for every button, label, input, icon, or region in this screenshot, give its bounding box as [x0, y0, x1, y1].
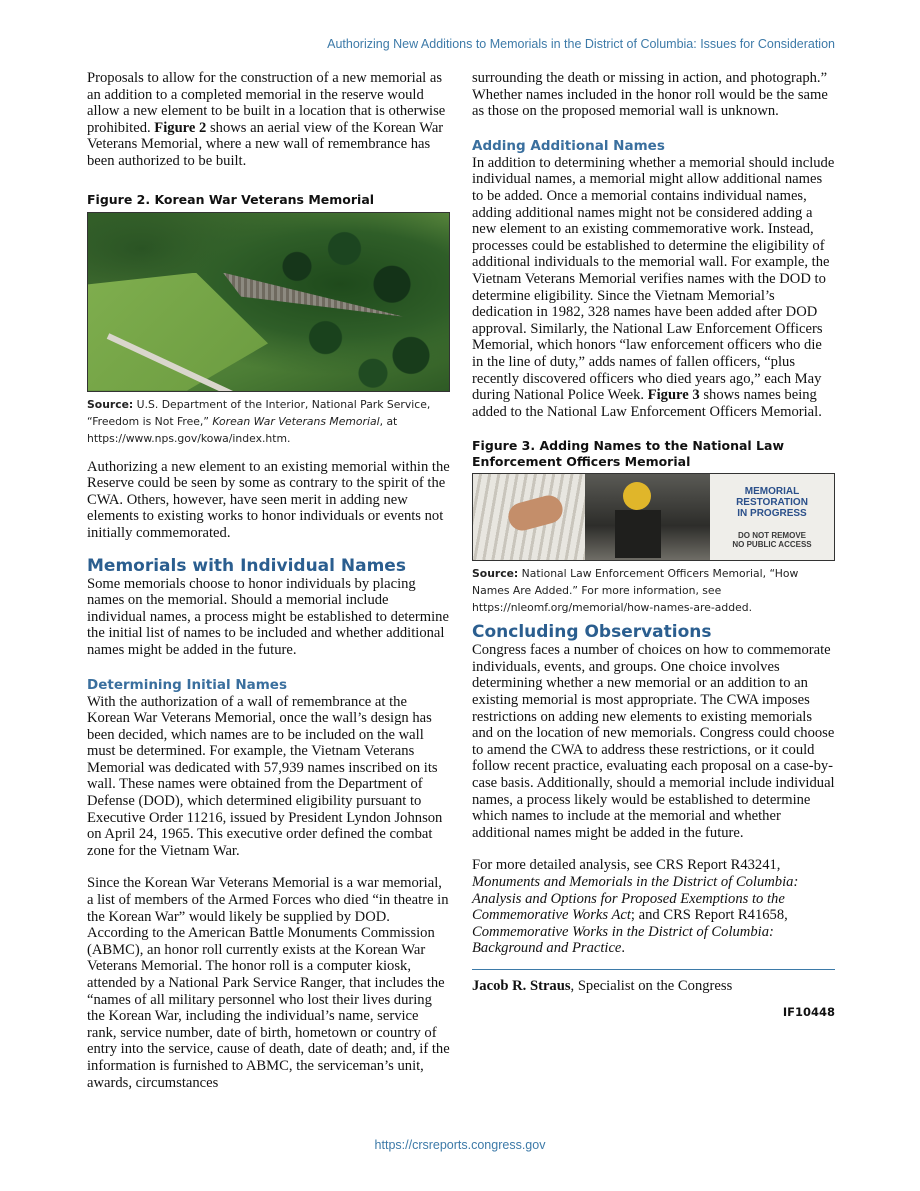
sign-main-text: MEMORIAL RESTORATION IN PROGRESS — [736, 485, 808, 519]
author-line — [472, 978, 835, 995]
heading-concluding: Concluding Observations — [472, 622, 712, 643]
figure3-source — [472, 565, 835, 616]
concluding-paragraph: Congress faces a number of choices on how to commemorate individuals, events, and groups. One choice involves determining whether a new memorial or an addition to an existing memorial is most appropriate. The CWA imposes restrictions on adding new elements to existing memorials and on the location of new memorials. Congress could choose to amend the CWA to address these restrictions, or it could follow recent practice, evaluating each proposal on a case-by-case basis. Additionally, should a memorial include individual names, a process likely would be established to determine which names to include at the memorial and whether additional names might be added in the future. — [472, 642, 835, 841]
source-label: Source: — [87, 397, 134, 411]
report-title-1: Monuments and Memorials in the District of Columbia: Analysis and Options for Proposed Exemptions to the Commemorative Works Act — [472, 874, 799, 924]
photo-trees — [259, 213, 449, 391]
further-reading-paragraph — [472, 857, 835, 957]
initial-names-paragraph-1: With the authorization of a wall of remembrance at the Korean War Veterans Memorial, once the wall’s design has been decided, which names are to be included on the wall must be determined. For example, the Vietnam Veterans Memorial was dedicated with 57,939 names inscribed on its wall. These names were obtained from the Department of Defense (DOD), which determined eligibility pursuant to Executive Order 11216, issued by President Lyndon Johnson on April 24, 1965. This executive order defined the combat zone for the Vietnam War. — [87, 693, 443, 859]
heading-initial-names: Determining Initial Names — [87, 676, 287, 693]
further-reading-end: . — [621, 940, 626, 957]
photo-hand-on-wall — [473, 474, 585, 560]
intro-text-tail: shows an aerial view of the Korean War Veterans Memorial, where a new wall of remembrance has been authorized to be built. — [87, 119, 444, 169]
korean-war-memorial-aerial-photo — [87, 212, 450, 392]
heading-additional-names: Adding Additional Names — [472, 137, 665, 154]
adding-names-photo-strip — [472, 473, 835, 561]
heading-individual-names: Memorials with Individual Names — [87, 555, 406, 576]
left-column — [87, 70, 450, 1091]
source-title: Korean War Veterans Memorial — [212, 414, 380, 428]
photo-restoration-sign — [710, 474, 834, 560]
author-name: Jacob R. Straus — [472, 977, 571, 994]
continuation-paragraph: surrounding the death or missing in action, and photograph.” Whether names included in the honor roll would be the same as those on the proposed memorial wall is unknown. — [472, 70, 828, 120]
footer-url[interactable]: https://crsreports.congress.gov — [374, 1138, 546, 1152]
intro-paragraph — [87, 70, 450, 170]
initial-names-paragraph-2: Since the Korean War Veterans Memorial is a war memorial, a list of members of the Armed Forces who died “in theatre in the Korean War” would likely be supplied by DOD. According to the American Battle Monuments Commission (ABMC), an honor roll currently exists at the Korean War Veterans Memorial. The honor roll is a computer kiosk, attended by a National Park Service Ranger, that includes the “names of all military personnel who lost their lives during the Korean War, including the individual’s name, service rank, service number, date of birth, hometown or country of entry into the service, cause of death, date of death; and, if the information is furnished to ABMC, the serviceman’s unit, awards, circumstances — [87, 875, 450, 1091]
sign-sub-text: DO NOT REMOVE NO PUBLIC ACCESS — [732, 530, 812, 549]
additional-names-text: In addition to determining whether a memorial should include individual names, a memorial might allow additional names to be added. Once a memorial contains individual names, adding additional names might not be considered adding a new element to an existing commemorative work. Instead, processes could be established to determine the eligibility of additional individuals to the memorial wall. For example, the Vietnam Veterans Memorial verifies names with the DOD to determine eligibility. Since the Vietnam Memorial’s dedication in 1982, 328 names have been added after DOD approval. Similarly, the National Law Enforcement Officers Memorial, which honors “law enforcement officers who die in the line of duty,” adds names of fallen officers, “plus recently discovered officers who died years ago,” each May during National Police Week. — [472, 154, 835, 404]
figure2-source — [87, 396, 450, 447]
figure2-title: Figure 2. Korean War Veterans Memorial — [87, 191, 375, 207]
figure3-title: Figure 3. Adding Names to the National Law Enforcement Officers Memorial — [472, 438, 784, 470]
figure3-reference: Figure 3 — [647, 387, 700, 404]
further-reading-mid: ; and CRS Report R41658, — [630, 907, 788, 924]
author-title: , Specialist on the Congress — [570, 977, 733, 994]
report-id: IF10448 — [782, 1004, 835, 1019]
right-column — [472, 70, 835, 1019]
further-reading-text: For more detailed analysis, see CRS Report R43241, — [472, 857, 781, 874]
source-label: Source: — [472, 567, 519, 581]
running-header: Authorizing New Additions to Memorials in the District of Columbia: Issues for Consideration — [327, 37, 835, 51]
authorizing-paragraph: Authorizing a new element to an existing memorial within the Reserve could be seen by some as contrary to the spirit of the CWA. Others, however, have seen merit in adding new elements to existing works to honor individuals or events not initially commemorated. — [87, 458, 450, 541]
individual-names-paragraph: Some memorials choose to honor individuals by placing names on the memorial. Should a memorial include individual names, a process might be established to determine the initial list of names to be included and whether additional names might be added in the future. — [87, 575, 449, 658]
photo-worker-engraving — [585, 474, 710, 560]
intro-text: Proposals to allow for the construction of a new memorial as an addition to a completed memorial in the reserve would allow a new element to be built in a location that is otherwise prohibited. — [87, 70, 446, 136]
report-title-2: Commemorative Works in the District of Columbia: Background and Practice — [472, 923, 774, 957]
additional-names-text-tail: shows names being added to the National Law Enforcement Officers Memorial. — [472, 387, 822, 420]
source-text: U.S. Department of the Interior, National Park Service, “Freedom is Not Free,” — [87, 397, 431, 428]
source-url: , at https://www.nps.gov/kowa/index.htm. — [87, 414, 398, 445]
additional-names-paragraph — [472, 155, 835, 421]
source-text: National Law Enforcement Officers Memorial, “How Names Are Added.” For more information, see https://nleomf.org/memorial/how-names-are-added. — [472, 567, 799, 615]
figure2-reference: Figure 2 — [154, 119, 207, 136]
